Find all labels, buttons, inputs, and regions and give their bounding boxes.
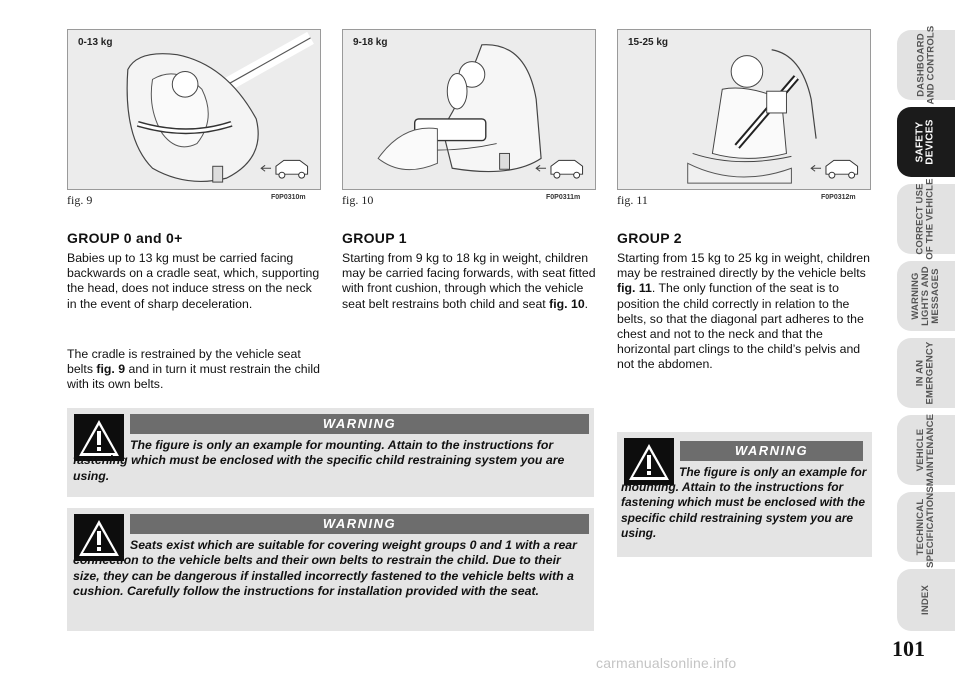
tab-in-an-emergency[interactable] [897,338,955,408]
warning-title: WARNING [130,514,589,534]
tab-label: WARNING LIGHTS AND MESSAGES [910,266,942,326]
tab-label: DASHBOARD AND CONTROLS [915,25,936,105]
tab-vehicle-maintenance[interactable] [897,415,955,485]
car-direction-icon [811,160,857,178]
figure-weight-label: 9-18 kg [353,37,388,48]
warning-box-1 [67,408,594,497]
group1-heading: GROUP 1 [342,230,407,246]
tab-dashboard-and-controls[interactable] [897,25,955,105]
tab-label: TECHNICAL SPECIFICATIONS [915,486,937,568]
figure-weight-label: 0-13 kg [78,37,113,48]
tab-correct-use-of-the-vehicle[interactable] [897,178,955,260]
car-direction-icon [261,160,307,178]
warning-title: WARNING [680,441,863,461]
figure-11-caption: fig. 11 [617,193,648,207]
figure-9-code: F0P0310m [271,194,306,201]
fig-reference: fig. 10 [549,296,585,311]
tab-safety-devices[interactable] [897,107,955,177]
tab-label: INDEX [919,584,931,616]
child-seat-group1-illustration [343,30,595,189]
figure-10-image [342,29,596,190]
fig-reference: fig. 9 [96,362,126,377]
tab-technical-specifications[interactable] [897,486,955,568]
tab-index[interactable] [897,569,955,631]
car-direction-icon [536,160,582,178]
infant-cradle-illustration [68,30,320,189]
tab-label: CORRECT USE OF THE VEHICLE [915,178,937,260]
group0-paragraph: Babies up to 13 kg must be carried facing backwards on a cradle seat, which, supporting the head, does not induce stress on the neck in the event of sharp deceleration. [67,251,320,311]
warning-text: Seats exist which are suitable for covering weight groups 0 and 1 with a rear connection to the vehicle belts and their own belts to restrain the child. Due to their size, they can be dangerous if installed incorrectly fastened to the vehicle belts with a cushion. Carefully follow the instructions for installation provided with the seat. [73,538,577,598]
booster-seat-group2-illustration [618,30,870,189]
figure-10-caption: fig. 10 [342,193,374,207]
group2-heading: GROUP 2 [617,230,682,246]
figure-11-image [617,29,871,190]
warning-text: The figure is only an example for mounting. Attain to the instructions for fastening which must be enclosed with the specific child restraining system you are using. [73,438,565,483]
tab-label: IN AN EMERGENCY [915,341,936,405]
figure-11-code: F0P0312m [821,194,856,201]
tab-label: VEHICLE MAINTENANCE [915,413,936,487]
figure-9-caption: fig. 9 [67,193,93,207]
warning-box-3 [617,432,872,557]
warning-box-2 [67,508,594,631]
figure-weight-label: 15-25 kg [628,37,669,48]
figure-9-image [67,29,321,190]
tab-warning-lights-and-messages[interactable] [897,261,955,331]
fig-reference: fig. 11 [617,281,652,296]
group2-paragraph: Starting from 15 kg to 25 kg in weight, children may be restrained directly by the vehicle belts fig. 11. The only function of the seat is to position the child correctly in relation to the belts, so that the diagonal part adheres to the chest and not to the neck and that the horizontal part clings to the child’s pelvis and not the abdomen. [617,251,870,372]
watermark: carmanualsonline.info [596,655,737,671]
figure-10-code: F0P0311m [546,194,581,201]
group0-paragraph-2: The cradle is restrained by the vehicle seat belts fig. 9 and in turn it must restrain the child with its own belts. [67,347,320,392]
page-number: 101 [892,636,925,661]
group0-heading: GROUP 0 and 0+ [67,230,183,246]
group1-paragraph: Starting from 9 kg to 18 kg in weight, children may be carried facing forwards, with seat fitted with front cushion, through which the vehicle seat belt restrains both child and seat fig. 10. [342,251,596,311]
warning-text: The figure is only an example for mounting. Attain to the instructions for fastening which must be enclosed with the specific child restraining system you are using. [621,465,867,540]
warning-title: WARNING [130,414,589,434]
tab-label: SAFETY DEVICES [915,119,936,165]
